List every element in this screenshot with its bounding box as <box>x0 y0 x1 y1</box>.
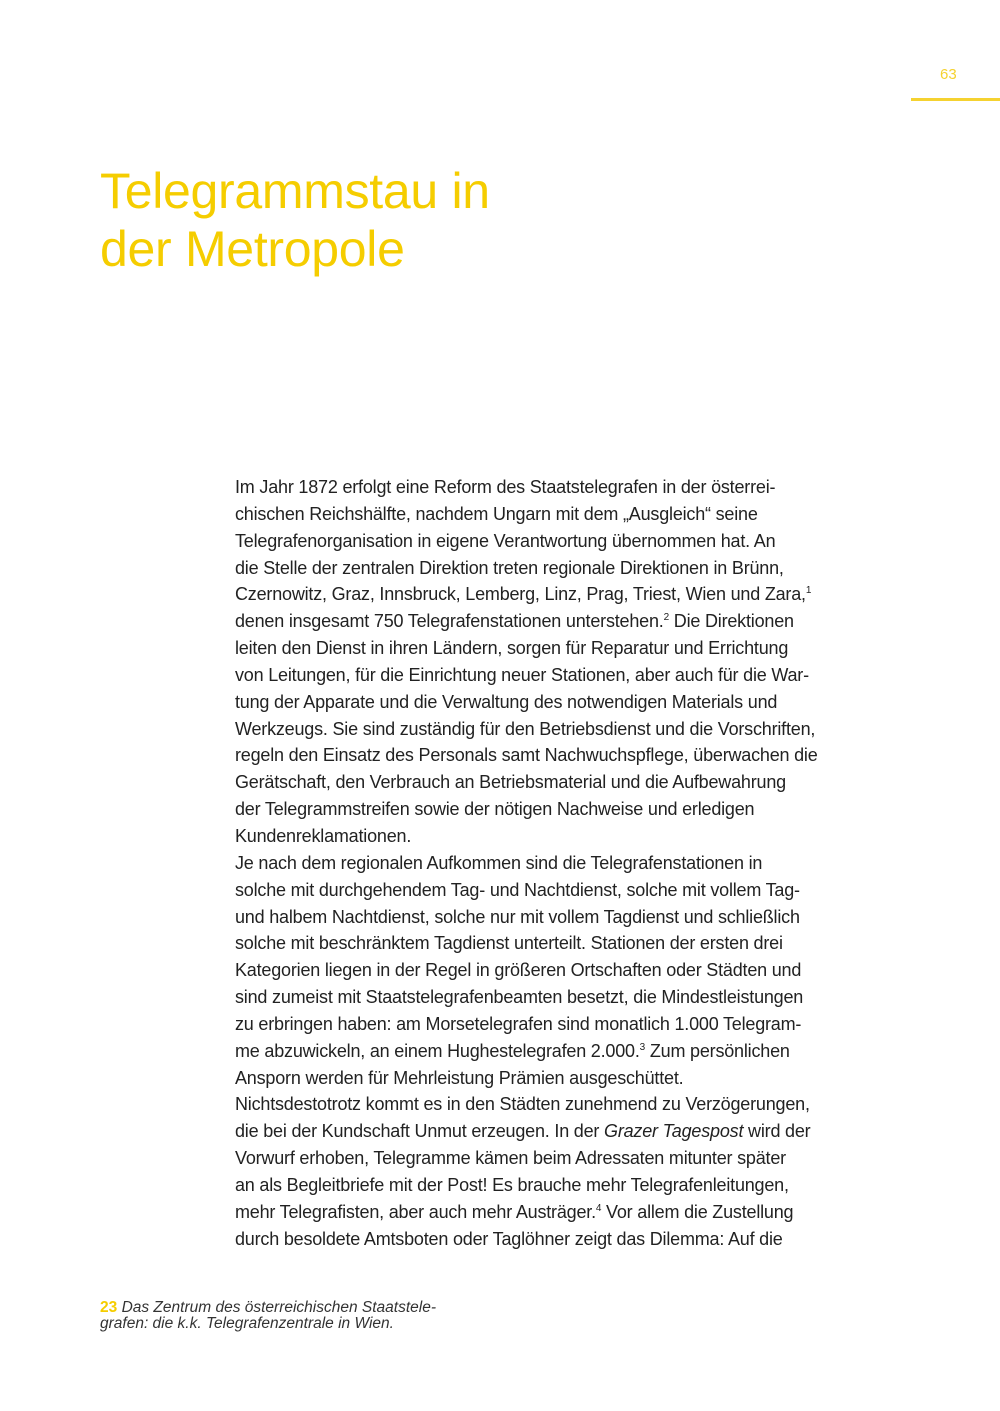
body-line <box>235 662 818 689</box>
text-run: solche mit beschränktem Tagdienst unterteilt. Stationen der ersten drei <box>235 933 783 954</box>
text-run: wird der <box>743 1121 811 1142</box>
text-run: Ansporn werden für Mehrleistung Prämien ausgeschüttet. <box>235 1067 684 1088</box>
body-line <box>235 555 818 582</box>
text-run: Czernowitz, Graz, Innsbruck, Lemberg, Linz, Prag, Triest, Wien und Zara, <box>235 584 806 605</box>
text-run: Nichtsdestotrotz kommt es in den Städten zunehmend zu Verzögerungen, <box>235 1094 810 1115</box>
text-run: me abzuwickeln, an einem Hughestelegrafen 2.000. <box>235 1040 640 1061</box>
figure-number: 23 <box>100 1299 118 1316</box>
body-line <box>235 1118 818 1145</box>
body-line <box>235 1172 818 1199</box>
footnote-ref: 1 <box>805 585 812 597</box>
body-line <box>235 742 818 769</box>
text-run: von Leitungen, für die Einrichtung neuer Stationen, aber auch für die War- <box>235 664 809 685</box>
page-number: 63 <box>940 66 957 83</box>
body-line <box>235 850 818 877</box>
body-line <box>235 1065 818 1092</box>
body-line <box>235 1199 818 1226</box>
body-line <box>235 689 818 716</box>
caption-line: grafen: die k.k. Telegrafenzentrale in Wien. <box>100 1315 394 1332</box>
text-run: zu erbringen haben: am Morsetelegrafen sind monatlich 1.000 Telegram- <box>235 1013 802 1034</box>
text-run: tung der Apparate und die Verwaltung des notwendigen Materials und <box>235 691 778 712</box>
body-line <box>235 1145 818 1172</box>
body-line <box>235 1226 818 1253</box>
text-run: Vorwurf erhoben, Telegramme kämen beim Adressaten mitunter später <box>235 1148 786 1169</box>
footnote-ref: 4 <box>595 1202 602 1214</box>
body-line <box>235 823 818 850</box>
text-run: leiten den Dienst in ihren Ländern, sorgen für Reparatur und Errichtung <box>235 638 789 659</box>
text-run: Werkzeugs. Sie sind zuständig für den Betriebsdienst und die Vorschriften, <box>235 718 816 739</box>
body-line <box>235 716 818 743</box>
text-run: Die Direktionen <box>668 611 794 632</box>
body-line <box>235 1011 818 1038</box>
text-run: Kundenreklamationen. <box>235 825 412 846</box>
body-line <box>235 1038 818 1065</box>
body-line <box>235 528 818 555</box>
body-line <box>235 769 818 796</box>
body-line <box>235 957 818 984</box>
text-run: die Stelle der zentralen Direktion treten regionale Direktionen in Brünn, <box>235 557 784 578</box>
header-rule <box>911 98 1000 101</box>
text-run: Vor allem die Zustellung <box>601 1201 794 1222</box>
body-line <box>235 1091 818 1118</box>
body-line <box>235 608 818 635</box>
caption-line <box>100 1300 436 1316</box>
title-line: der Metropole <box>100 221 405 277</box>
caption-text: Das Zentrum des österreichischen Staatstele- <box>121 1299 437 1316</box>
footnote-ref: 2 <box>663 612 669 624</box>
text-run: sind zumeist mit Staatstelegrafenbeamten besetzt, die Mindestleistungen <box>235 987 804 1008</box>
text-run: die bei der Kundschaft Unmut erzeugen. In der <box>235 1121 605 1142</box>
title-line: Telegrammstau in <box>100 163 490 219</box>
body-line <box>235 796 818 823</box>
italic-title: Grazer Tagespost <box>604 1121 744 1142</box>
text-run: an als Begleitbriefe mit der Post! Es brauche mehr Telegrafenleitungen, <box>235 1174 789 1195</box>
body-line <box>235 904 818 931</box>
text-run: regeln den Einsatz des Personals samt Nachwuchspflege, überwachen die <box>235 745 818 766</box>
body-line <box>235 984 818 1011</box>
text-run: Je nach dem regionalen Aufkommen sind die Telegrafenstationen in <box>235 852 763 873</box>
text-run: solche mit durchgehendem Tag- und Nachtdienst, solche mit vollem Tag- <box>235 879 800 900</box>
body-line <box>235 930 818 957</box>
body-line <box>235 877 818 904</box>
body-text <box>235 474 818 1252</box>
text-run: Gerätschaft, den Verbrauch an Betriebsmaterial und die Aufbewahrung <box>235 772 786 793</box>
text-run: durch besoldete Amtsboten oder Taglöhner zeigt das Dilemma: Auf die <box>235 1228 783 1249</box>
body-line <box>235 635 818 662</box>
body-line <box>235 581 818 608</box>
text-run: Zum persönlichen <box>645 1040 790 1061</box>
text-run: Telegrafenorganisation in eigene Verantwortung übernommen hat. An <box>235 530 776 551</box>
text-run: Kategorien liegen in der Regel in größeren Ortschaften oder Städten und <box>235 960 802 981</box>
text-run: und halbem Nachtdienst, solche nur mit vollem Tagdienst und schließlich <box>235 906 800 927</box>
text-run: Im Jahr 1872 erfolgt eine Reform des Staatstelegrafen in der österrei- <box>235 477 776 497</box>
body-line <box>235 501 818 528</box>
figure-caption <box>100 1300 436 1332</box>
text-run: chischen Reichshälfte, nachdem Ungarn mit dem „Ausgleich“ seine <box>235 503 758 524</box>
body-line <box>235 474 818 501</box>
footnote-ref: 3 <box>639 1041 646 1053</box>
chapter-title <box>100 162 490 278</box>
text-run: der Telegrammstreifen sowie der nötigen Nachweise und erledigen <box>235 799 755 820</box>
text-run: mehr Telegrafisten, aber auch mehr Austräger. <box>235 1201 596 1222</box>
text-run: denen insgesamt 750 Telegrafenstationen unterstehen. <box>235 611 664 632</box>
